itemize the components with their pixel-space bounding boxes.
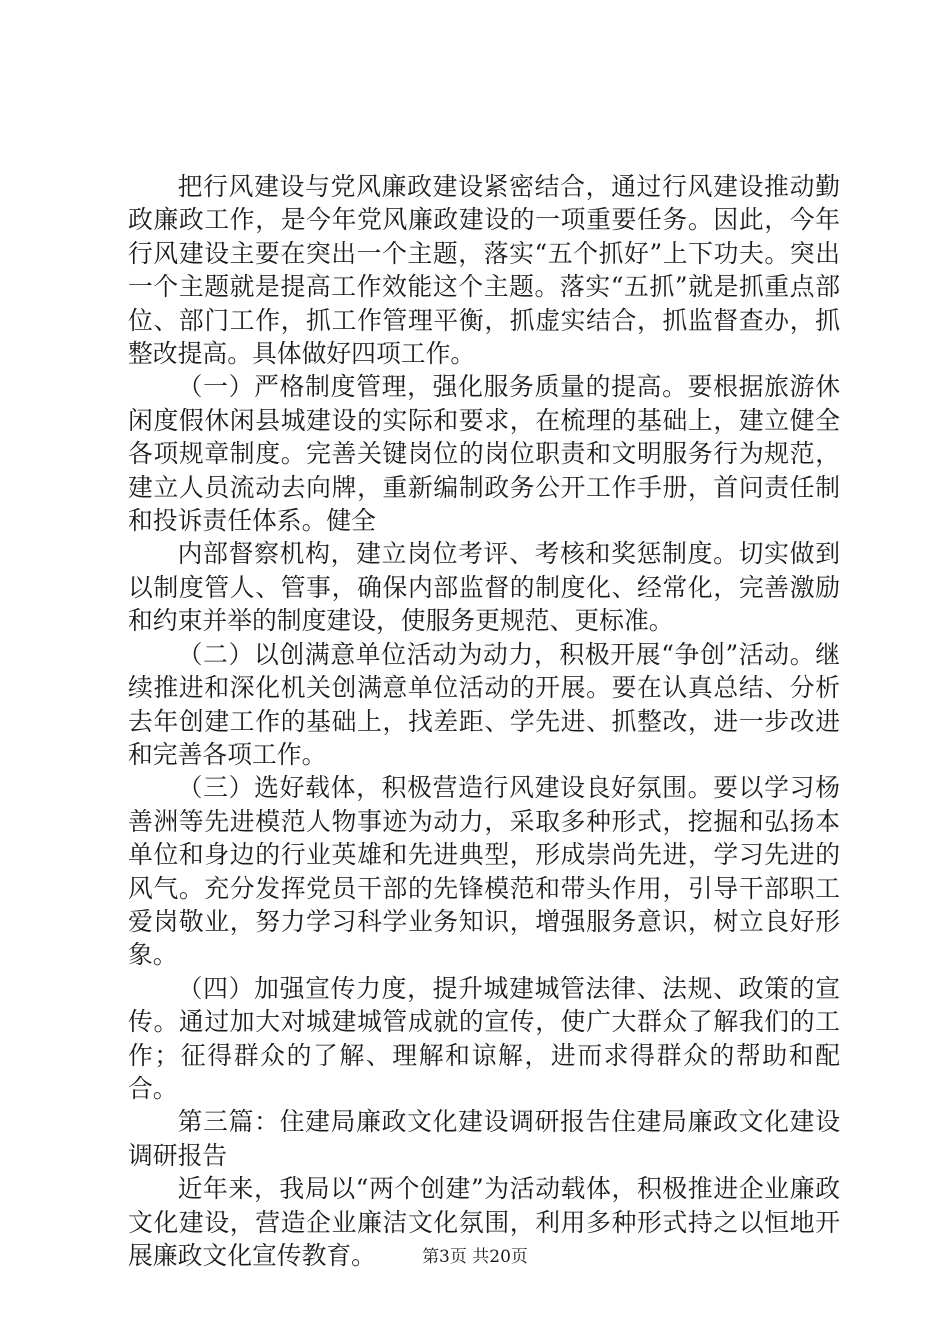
paragraph-part-3-heading: 第三篇：住建局廉政文化建设调研报告住建局廉政文化建设调研报告 [128, 1107, 840, 1170]
paragraph-part-3-body: 近年来，我局以“两个创建”为活动载体，积极推进企业廉政文化建设，营造企业廉洁文化氛围，利用多种形式持之以恒地开展廉政文化宣传教育。 [128, 1174, 840, 1270]
paragraph-section-1: （一）严格制度管理，强化服务质量的提高。要根据旅游休闲度假休闲县城建设的实际和要求，在梳理的基础上，建立健全各项规章制度。完善关键岗位的岗位职责和文明服务行为规范，建立人员流动去向牌，重新编制政务公开工作手册，首问责任制和投诉责任体系。健全 [128, 372, 840, 536]
paragraph-section-4: （四）加强宣传力度，提升城建城管法律、法规、政策的宣传。通过加大对城建城管成就的宣传，使广大群众了解我们的工作；征得群众的了解、理解和谅解，进而求得群众的帮助和配合。 [128, 973, 840, 1103]
paragraph-intro: 把行风建设与党风廉政建设紧密结合，通过行风建设推动勤政廉政工作，是今年党风廉政建设的一项重要任务。因此，今年行风建设主要在突出一个主题，落实“五个抓好”上下功夫。突出一个主题就是提高工作效能这个主题。落实“五抓”就是抓重点部位、部门工作，抓工作管理平衡，抓虚实结合，抓监督查办，抓整改提高。具体做好四项工作。 [128, 172, 840, 369]
page-number-footer: 第3页 共20页 [422, 1247, 528, 1267]
paragraph-section-2: （二）以创满意单位活动为动力，积极开展“争创”活动。继续推进和深化机关创满意单位活动的开展。要在认真总结、分析去年创建工作的基础上，找差距、学先进、抓整改，进一步改进和完善各项工作。 [128, 639, 840, 769]
paragraph-section-3: （三）选好载体，积极营造行风建设良好氛围。要以学习杨善洲等先进模范人物事迹为动力，采取多种形式，挖掘和弘扬本单位和身边的行业英雄和先进典型，形成崇尚先进，学习先进的风气。充分发挥党员干部的先锋模范和带头作用，引导干部职工爱岗敬业，努力学习科学业务知识，增强服务意识，树立良好形象。 [128, 773, 840, 970]
paragraph-section-1-cont: 内部督察机构，建立岗位考评、考核和奖惩制度。切实做到以制度管人、管事，确保内部监督的制度化、经常化，完善激励和约束并举的制度建设，使服务更规范、更标准。 [128, 539, 840, 636]
document-body [128, 170, 840, 1272]
